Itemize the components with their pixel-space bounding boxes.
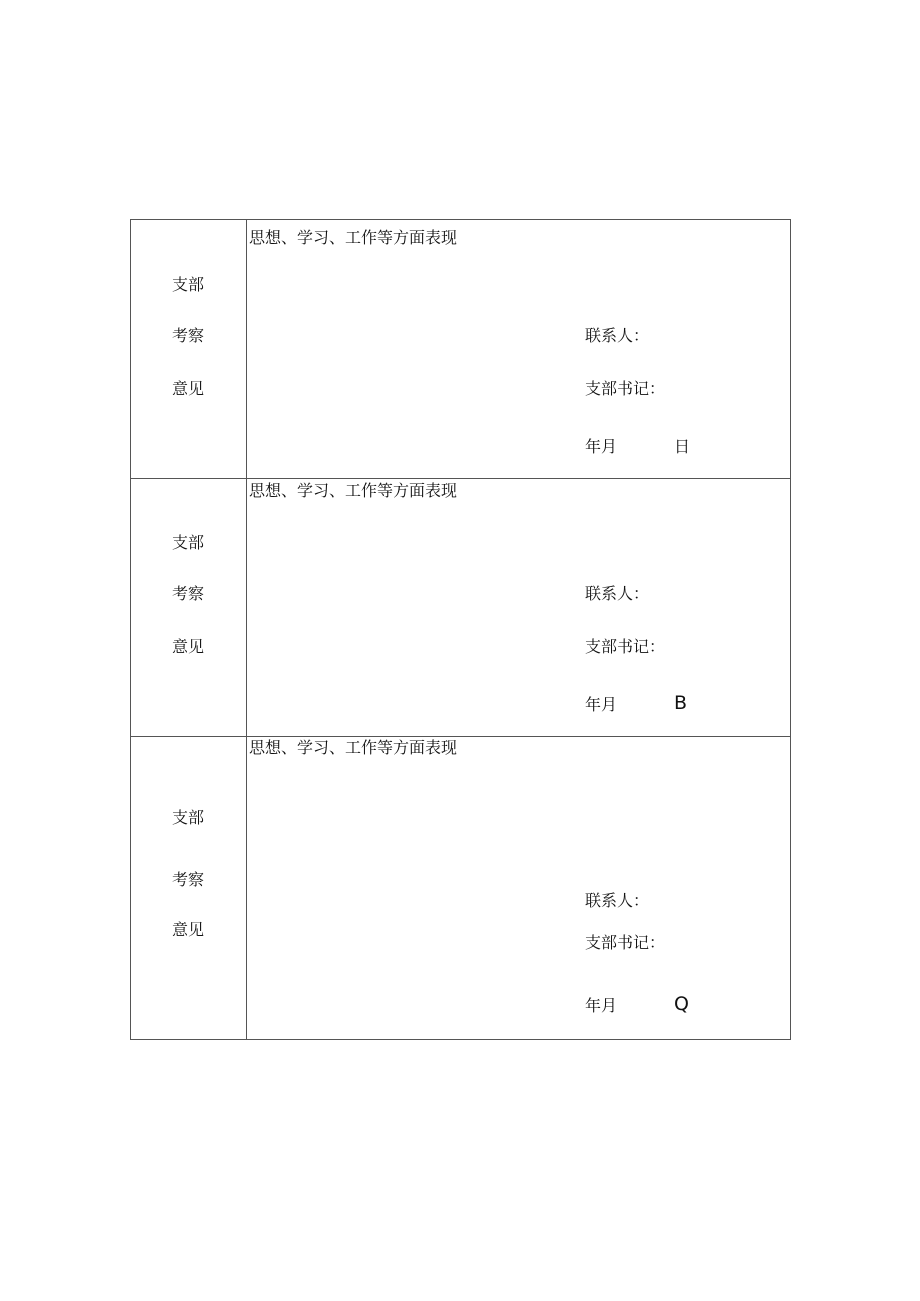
label-line-branch: 支部 — [172, 275, 205, 294]
secretary-label: 支部书记： — [585, 933, 666, 952]
section-heading: 思想、学习、工作等方面表现 — [249, 738, 458, 757]
label-line-review: 考察 — [172, 870, 205, 889]
label-line-opinion: 意见 — [172, 379, 205, 398]
form-section — [131, 479, 790, 737]
section-content-cell[interactable] — [247, 737, 790, 1039]
date-label: 年月 — [585, 437, 618, 456]
section-content-cell[interactable] — [247, 220, 790, 478]
contact-label: 联系人： — [585, 326, 650, 345]
day-label: B — [674, 692, 688, 714]
secretary-label: 支部书记： — [585, 379, 666, 398]
form-section — [131, 220, 790, 479]
contact-label: 联系人： — [585, 891, 650, 910]
section-heading: 思想、学习、工作等方面表现 — [249, 481, 458, 500]
day-label: Q — [674, 993, 689, 1015]
secretary-label: 支部书记： — [585, 637, 666, 656]
label-line-branch: 支部 — [172, 808, 205, 827]
label-line-review: 考察 — [172, 584, 205, 603]
date-label: 年月 — [585, 996, 618, 1015]
section-content-cell[interactable] — [247, 479, 790, 736]
form-section — [131, 737, 790, 1039]
section-label-cell — [131, 737, 247, 1039]
label-line-opinion: 意见 — [172, 920, 205, 939]
label-line-opinion: 意见 — [172, 637, 205, 656]
section-heading: 思想、学习、工作等方面表现 — [249, 228, 458, 247]
evaluation-form-table — [130, 219, 791, 1040]
date-label: 年月 — [585, 695, 618, 714]
label-line-review: 考察 — [172, 326, 205, 345]
contact-label: 联系人： — [585, 584, 650, 603]
label-line-branch: 支部 — [172, 533, 205, 552]
day-label: 日 — [674, 437, 691, 456]
section-label-cell — [131, 220, 247, 478]
section-label-cell — [131, 479, 247, 736]
